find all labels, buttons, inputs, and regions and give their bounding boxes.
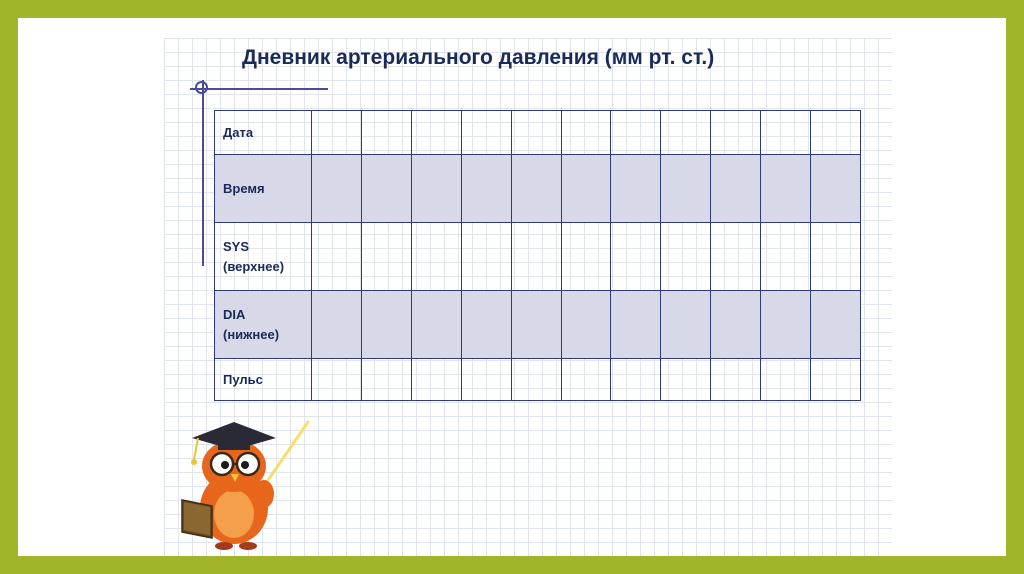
table-cell[interactable] [361,223,411,291]
table-cell[interactable] [411,155,461,223]
table-cell[interactable] [761,111,811,155]
row-label-date: Дата [215,111,312,155]
row-label-sys: SYS (верхнее) [215,223,312,291]
table-cell[interactable] [761,291,811,359]
table-cell[interactable] [361,359,411,401]
table-cell[interactable] [711,359,761,401]
table-cell[interactable] [511,111,561,155]
table-cell[interactable] [411,223,461,291]
table-cell[interactable] [711,155,761,223]
table-cell[interactable] [811,359,861,401]
decorative-horizontal-line [190,88,328,90]
decorative-vertical-line [202,80,204,266]
table-cell[interactable] [361,111,411,155]
table-row-sys [215,223,861,291]
table-cell[interactable] [711,291,761,359]
row-label-dia: DIA (нижнее) [215,291,312,359]
table-cell[interactable] [761,359,811,401]
table-cell[interactable] [312,291,362,359]
table-cell[interactable] [461,111,511,155]
table-cell[interactable] [461,291,511,359]
table-cell[interactable] [661,291,711,359]
table-cell[interactable] [511,291,561,359]
table-row-time [215,155,861,223]
table-cell[interactable] [811,223,861,291]
table-cell[interactable] [461,359,511,401]
table-cell[interactable] [461,223,511,291]
table-cell[interactable] [411,359,461,401]
table-row-date [215,111,861,155]
table-cell[interactable] [361,291,411,359]
table-cell[interactable] [811,155,861,223]
table-cell[interactable] [361,155,411,223]
table-cell[interactable] [312,111,362,155]
table-cell[interactable] [811,111,861,155]
table-cell[interactable] [511,359,561,401]
table-cell[interactable] [711,223,761,291]
table-row-pulse [215,359,861,401]
table-cell[interactable] [561,155,611,223]
page-title: Дневник артериального давления (мм рт. ст.) [242,46,715,69]
table-cell[interactable] [312,155,362,223]
table-cell[interactable] [761,155,811,223]
table-cell[interactable] [611,291,661,359]
table-cell[interactable] [611,223,661,291]
table-cell[interactable] [661,223,711,291]
table-cell[interactable] [811,291,861,359]
table-cell[interactable] [611,359,661,401]
row-label-pulse: Пульс [215,359,312,401]
table-cell[interactable] [561,359,611,401]
decorative-circle [195,81,208,94]
table-cell[interactable] [461,155,511,223]
table-cell[interactable] [511,155,561,223]
table-cell[interactable] [611,111,661,155]
table-cell[interactable] [761,223,811,291]
table-cell[interactable] [511,223,561,291]
table-cell[interactable] [561,291,611,359]
table-cell[interactable] [711,111,761,155]
table-cell[interactable] [312,223,362,291]
table-cell[interactable] [312,359,362,401]
table-cell[interactable] [661,155,711,223]
table-cell[interactable] [411,111,461,155]
table-cell[interactable] [661,111,711,155]
table-row-dia [215,291,861,359]
table-cell[interactable] [561,111,611,155]
owl-illustration [168,416,318,556]
row-label-time: Время [215,155,312,223]
table-cell[interactable] [411,291,461,359]
table-cell[interactable] [661,359,711,401]
blood-pressure-table [214,110,861,401]
table-cell[interactable] [611,155,661,223]
table-cell[interactable] [561,223,611,291]
slide [18,18,1006,556]
